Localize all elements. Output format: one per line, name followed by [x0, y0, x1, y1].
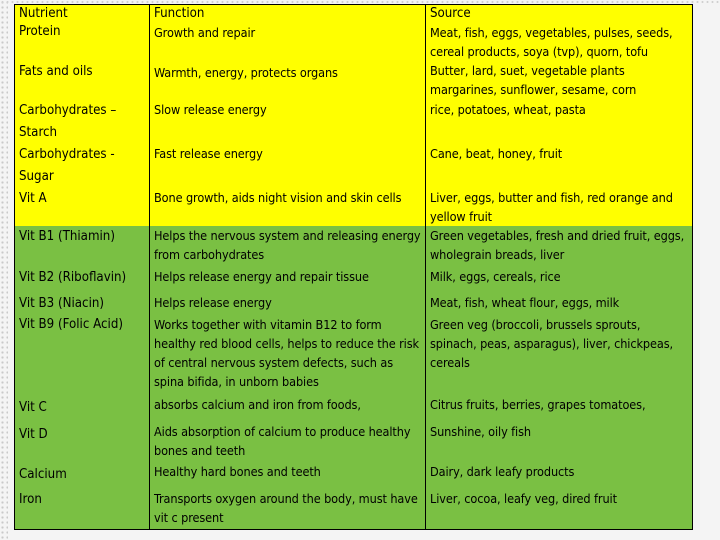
- function-cell: Helps release energy: [150, 293, 426, 315]
- nutrient-cell: Fats and oils: [15, 61, 150, 100]
- source-cell: Green vegetables, fresh and dried fruit, eggs, wholegrain breads, liver: [426, 226, 693, 267]
- table-row: [15, 462, 693, 489]
- function-cell: Aids absorption of calcium to produce healthy bones and teeth: [150, 422, 426, 462]
- function-cell: Transports oxygen around the body, must have vit c present: [150, 489, 426, 529]
- nutrient-cell: Calcium: [15, 462, 150, 489]
- nutrient-cell: Vit B3 (Niacin): [15, 293, 150, 315]
- table-row: [15, 422, 693, 462]
- function-cell: Warmth, energy, protects organs: [150, 61, 426, 100]
- table-row: [15, 315, 693, 395]
- nutrient-cell: Protein: [15, 23, 150, 61]
- function-cell: Fast release energy: [150, 144, 426, 188]
- table-row: [15, 293, 693, 315]
- function-cell: Bone growth, aids night vision and skin cells: [150, 188, 426, 226]
- source-cell: Butter, lard, suet, vegetable plants margarines, sunflower, sesame, corn: [426, 61, 693, 100]
- source-cell: Liver, cocoa, leafy veg, dired fruit: [426, 489, 693, 529]
- table-row: [15, 23, 693, 61]
- header-source: Source: [426, 5, 693, 24]
- table-row: [15, 395, 693, 422]
- table-row: [15, 188, 693, 226]
- nutrient-cell: Iron: [15, 489, 150, 529]
- nutrient-cell: Vit B1 (Thiamin): [15, 226, 150, 267]
- source-cell: rice, potatoes, wheat, pasta: [426, 100, 693, 144]
- nutrient-cell: Vit A: [15, 188, 150, 226]
- nutrient-cell: Vit B9 (Folic Acid): [15, 315, 150, 395]
- source-cell: Cane, beat, honey, fruit: [426, 144, 693, 188]
- nutrient-cell: Carbohydrates - Sugar: [15, 144, 150, 188]
- dotted-border-left: [0, 0, 8, 540]
- function-cell: Helps release energy and repair tissue: [150, 267, 426, 293]
- function-cell: absorbs calcium and iron from foods,: [150, 395, 426, 422]
- header-nutrient: Nutrient: [15, 5, 150, 24]
- source-cell: Meat, fish, eggs, vegetables, pulses, seeds, cereal products, soya (tvp), quorn, tofu: [426, 23, 693, 61]
- table-row: [15, 226, 693, 267]
- source-cell: Dairy, dark leafy products: [426, 462, 693, 489]
- nutrient-cell: Vit D: [15, 422, 150, 462]
- table-row: [15, 489, 693, 529]
- function-cell: Works together with vitamin B12 to form healthy red blood cells, helps to reduce the risk of central nervous system defects, such as spina bifida, in unborn babies: [150, 315, 426, 395]
- table-row: [15, 267, 693, 293]
- function-cell: Growth and repair: [150, 23, 426, 61]
- table-row: [15, 100, 693, 144]
- source-cell: Sunshine, oily fish: [426, 422, 693, 462]
- table-row: [15, 61, 693, 100]
- nutrient-cell: Vit B2 (Riboflavin): [15, 267, 150, 293]
- source-cell: Meat, fish, wheat flour, eggs, milk: [426, 293, 693, 315]
- table-row: [15, 144, 693, 188]
- source-cell: Liver, eggs, butter and fish, red orange and yellow fruit: [426, 188, 693, 226]
- source-cell: Citrus fruits, berries, grapes tomatoes,: [426, 395, 693, 422]
- nutrient-cell: Carbohydrates – Starch: [15, 100, 150, 144]
- function-cell: Healthy hard bones and teeth: [150, 462, 426, 489]
- source-cell: Green veg (broccoli, brussels sprouts, spinach, peas, asparagus), liver, chickpeas, cereals: [426, 315, 693, 395]
- function-cell: Helps the nervous system and releasing energy from carbohydrates: [150, 226, 426, 267]
- source-cell: Milk, eggs, cereals, rice: [426, 267, 693, 293]
- header-function: Function: [150, 5, 426, 24]
- nutrient-cell: Vit C: [15, 395, 150, 422]
- header-row: [15, 5, 693, 24]
- function-cell: Slow release energy: [150, 100, 426, 144]
- nutrient-table: [14, 4, 693, 530]
